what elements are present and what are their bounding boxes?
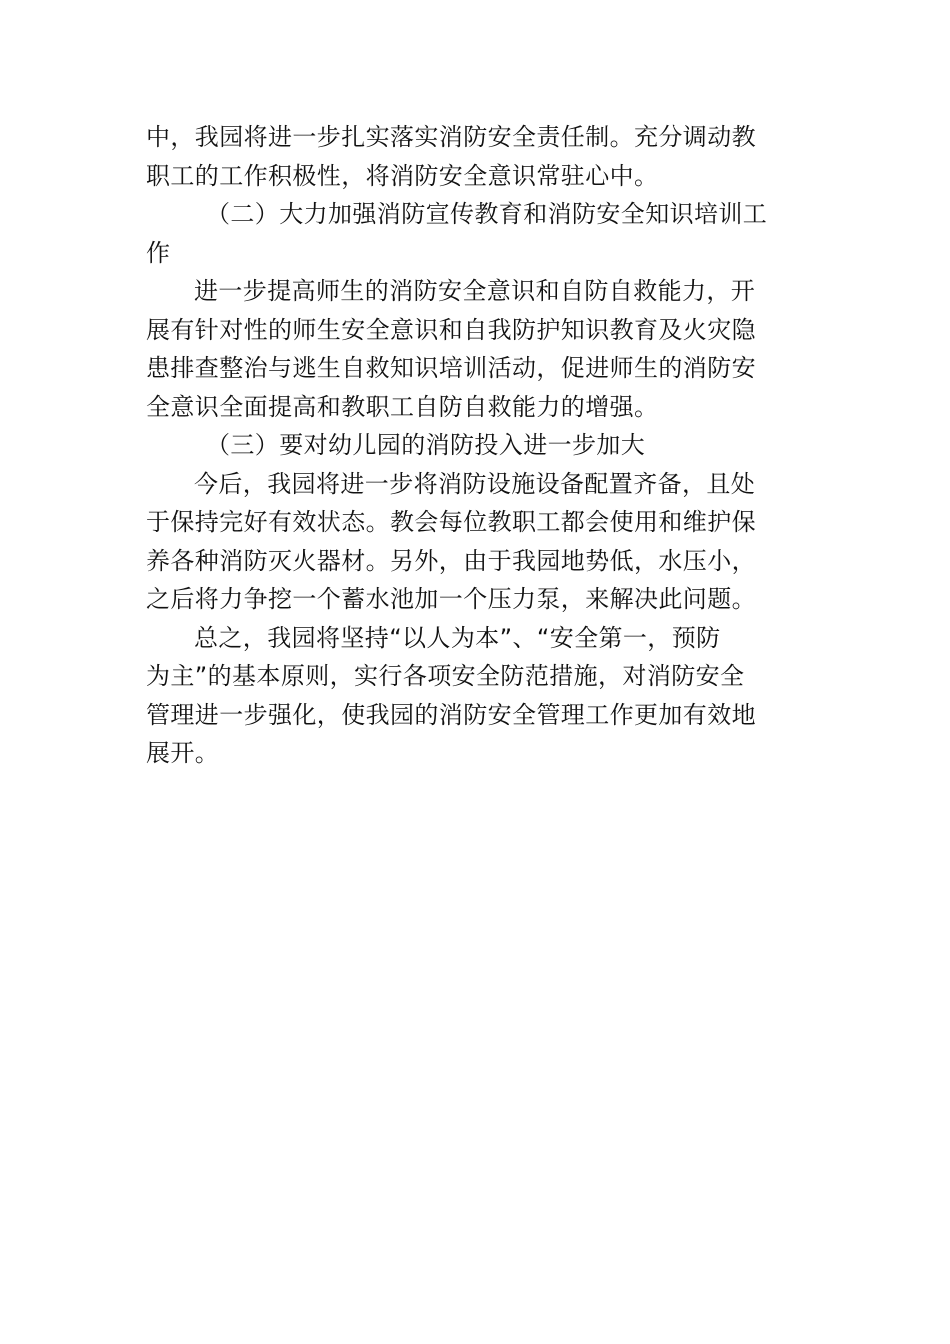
- paragraph-line: 管理进一步强化，使我园的消防安全管理工作更加有效地: [146, 700, 756, 729]
- paragraph-line: 之后将力争挖一个蓄水池加一个压力泵，来解决此问题。: [146, 585, 756, 613]
- paragraph-line: 于保持完好有效状态。教会每位教职工都会使用和维护保: [146, 508, 756, 536]
- paragraph-line: 养各种消防灭火器材。另外，由于我园地势低，水压小，: [146, 546, 756, 575]
- paragraph-line: 今后，我园将进一步将消防设施设备配置齐备，且处: [194, 469, 756, 498]
- paragraph-line: 为主”的基本原则，实行各项安全防范措施，对消防安全: [146, 662, 745, 690]
- document-body: [146, 118, 806, 773]
- paragraph-line: 展开。: [146, 739, 220, 767]
- paragraph-line: 患排查整治与逃生自救知识培训活动，促进师生的消防安: [146, 354, 756, 382]
- section-heading-line: （二）大力加强消防宣传教育和消防安全知识培训工: [206, 200, 768, 228]
- paragraph-line: 总之，我园将坚持“以人为本”、“安全第一，预防: [194, 623, 721, 652]
- paragraph-line: 展有针对性的师生安全意识和自我防护知识教育及火灾隐: [146, 315, 756, 344]
- paragraph-line: 全意识全面提高和教职工自防自救能力的增强。: [146, 392, 659, 421]
- paragraph-line: 进一步提高师生的消防安全意识和自防自救能力，开: [194, 277, 756, 305]
- section-heading-line: （三）要对幼儿园的消防投入进一步加大: [206, 431, 646, 459]
- paragraph-line: 职工的工作积极性，将消防安全意识常驻心中。: [146, 161, 659, 190]
- paragraph-line: 中，我园将进一步扎实落实消防安全责任制。充分调动教: [146, 123, 756, 151]
- section-heading-line: 作: [146, 238, 171, 267]
